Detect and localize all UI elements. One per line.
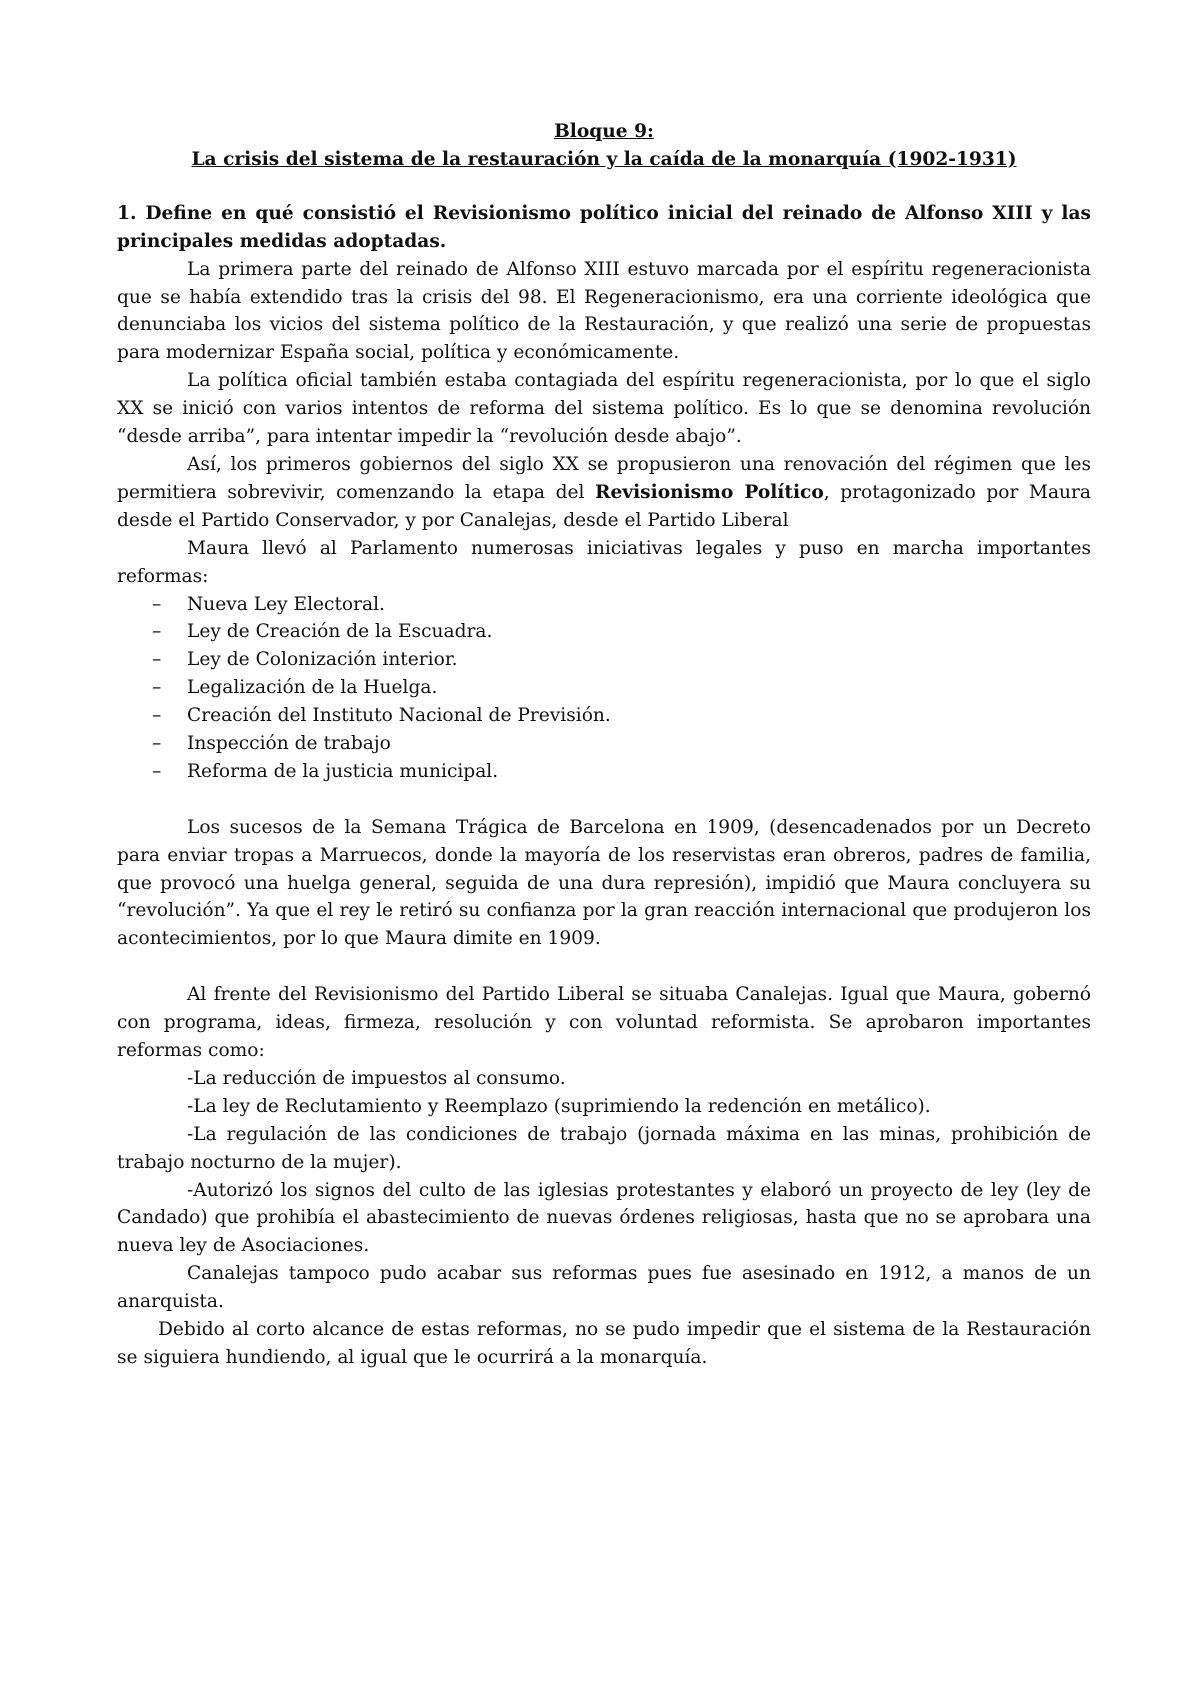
list-item-text: Ley de Creación de la Escuadra. — [187, 621, 493, 643]
dash-marker: – — [152, 677, 162, 699]
list-item — [117, 674, 1091, 702]
paragraph-5: Los sucesos de la Semana Trágica de Barcelona en 1909, (desencadenados por un Decreto para enviar tropas a Marruecos, donde la mayoría de los reservistas eran obreros, padres de familia, que provocó una huelga general, seguida de una dura represión), impidió que Maura concluyera su “revolución”. Ya que el rey le retiró su confianza por la gran reacción internacional que produjeron los acontecimientos, por lo que Maura dimite en 1909. — [117, 816, 1091, 950]
paragraph-1: La primera parte del reinado de Alfonso XIII estuvo marcada por el espíritu regeneracionista que se había extendido tras la crisis del 98. El Regeneracionismo, era una corriente ideológica que denunciaba los vicios del sistema político de la Restauración, y que realizó una serie de propuestas para modernizar España social, política y económicamente. — [117, 258, 1091, 364]
question-heading: 1. Define en qué consistió el Revisionismo político inicial del reinado de Alfonso XIII y las principales medidas adoptadas. — [117, 202, 1091, 252]
maura-reforms-list — [117, 591, 1091, 786]
dash-marker: – — [152, 621, 162, 643]
paragraph-8: -La ley de Reclutamiento y Reemplazo (suprimiendo la redención en metálico). — [187, 1095, 931, 1117]
paragraph-9: -La regulación de las condiciones de trabajo (jornada máxima en las minas, prohibición de trabajo nocturno de la mujer). — [117, 1123, 1091, 1173]
dash-marker: – — [152, 760, 162, 782]
document-page — [117, 118, 1091, 1372]
list-item-text: Reforma de la justicia municipal. — [187, 760, 499, 782]
title-line-2: La crisis del sistema de la restauración y la caída de la monarquía (1902-1931) — [191, 148, 1017, 170]
list-item — [117, 758, 1091, 786]
title-line-1: Bloque 9: — [554, 121, 654, 142]
list-item-text: Ley de Colonización interior. — [187, 649, 458, 671]
paragraph-3 — [117, 451, 1091, 535]
paragraph-10: -Autorizó los signos del culto de las iglesias protestantes y elaboró un proyecto de ley (ley de Candado) que prohibía el abastecimiento de nuevas órdenes religiosas, hasta que no se aprobara una nueva ley de Asociaciones. — [117, 1179, 1091, 1257]
paragraph-3-start: Así, los primeros gobiernos del siglo XX se propusieron una renovación del régimen que les permitiera sobrevivir, comenzando la etapa del — [117, 453, 1091, 503]
dash-marker: – — [152, 733, 162, 755]
list-item — [117, 730, 1091, 758]
dash-marker: – — [152, 593, 162, 615]
dash-marker: – — [152, 649, 162, 671]
list-item — [117, 591, 1091, 619]
paragraph-12: Debido al corto alcance de estas reformas, no se pudo impedir que el sistema de la Restauración se siguiera hundiendo, al igual que le ocurrirá a la monarquía. — [117, 1319, 1091, 1368]
list-item — [117, 618, 1091, 646]
spacer — [117, 786, 1091, 814]
paragraph-2: La política oficial también estaba contagiada del espíritu regeneracionista, por lo que el siglo XX se inició con varios intentos de reforma del sistema político. Es lo que se denomina revolución “desde arriba”, para intentar impedir la “revolución desde abajo”. — [117, 370, 1091, 448]
spacer — [117, 174, 1091, 200]
paragraph-11: Canalejas tampoco pudo acabar sus reformas pues fue asesinado en 1912, a manos de un anarquista. — [117, 1263, 1091, 1313]
list-item-text: Inspección de trabajo — [187, 733, 391, 755]
dash-marker: – — [152, 705, 162, 727]
list-item — [117, 702, 1091, 730]
paragraph-6: Al frente del Revisionismo del Partido Liberal se situaba Canalejas. Igual que Maura, gobernó con programa, ideas, firmeza, resolución y con voluntad reformista. Se aprobaron importantes reformas como: — [117, 984, 1091, 1061]
list-item-text: Creación del Instituto Nacional de Previsión. — [187, 705, 611, 727]
list-item — [117, 646, 1091, 674]
list-item-text: Nueva Ley Electoral. — [187, 593, 385, 615]
paragraph-4: Maura llevó al Parlamento numerosas iniciativas legales y puso en marcha importantes reformas: — [117, 537, 1091, 587]
paragraph-3-end: , protagonizado por Maura desde el Partido Conservador, y por Canalejas, desde el Partido Liberal — [117, 481, 1091, 531]
list-item-text: Legalización de la Huelga. — [187, 677, 438, 699]
paragraph-7: -La reducción de impuestos al consumo. — [187, 1067, 566, 1089]
spacer — [117, 953, 1091, 981]
revisionismo-politico-term: Revisionismo Político — [595, 481, 824, 503]
